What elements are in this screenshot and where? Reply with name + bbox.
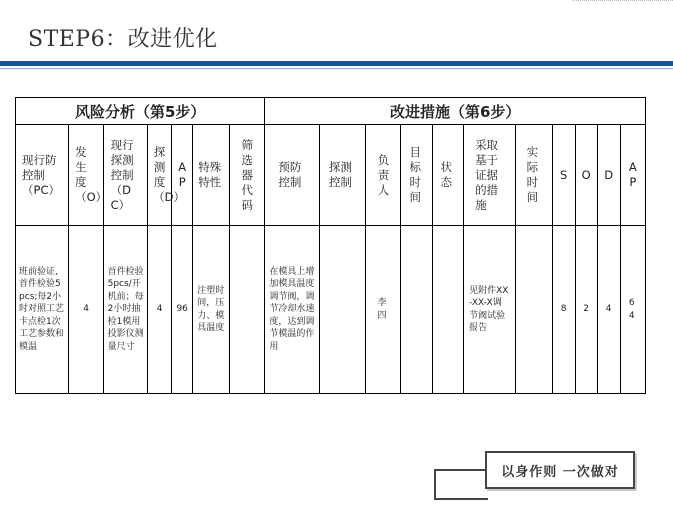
cell-prevention-control: 在模具上增加模具温度调节阀，调节冷却水速度，达到调节模温的作用 — [265, 226, 320, 394]
cell-target-date — [401, 226, 432, 394]
header-current-detection: 现行探测控制（DC） — [104, 125, 148, 226]
cell-detection: 4 — [148, 226, 172, 394]
cell-current-prevention: 班前验证，首件检验5pcs;每2小时对照工艺卡点检1次工艺参数和模温 — [16, 226, 69, 394]
header-actual-date: 实际时间 — [515, 125, 552, 226]
header-owner: 负责人 — [366, 125, 401, 226]
cell-actual-date — [515, 226, 552, 394]
section-improvement: 改进措施（第6步） — [265, 98, 646, 125]
cell-s: 8 — [552, 226, 575, 394]
cell-d: 4 — [597, 226, 620, 394]
title-underline-thin — [0, 68, 673, 69]
slide-title: STEP6：改进优化 — [28, 27, 218, 52]
header-o: O — [575, 125, 597, 226]
header-current-prevention: 现行防控制（PC） — [16, 125, 69, 226]
header-detection: 探测度（D） — [148, 125, 172, 226]
header-status: 状态 — [432, 125, 463, 226]
footer-bracket — [434, 469, 488, 500]
fmea-table — [15, 97, 646, 394]
cell-status — [432, 226, 463, 394]
cell-filter-code — [230, 226, 265, 394]
header-filter-code: 筛选器代码 — [230, 125, 265, 226]
cell-special-characteristic: 注塑时间，压力、模具温度 — [193, 226, 230, 394]
cell-evidence-action: 见附件XX-XX-X调节阀试验报告 — [463, 226, 515, 394]
header-prevention-control: 预防控制 — [265, 125, 320, 226]
cell-occurrence: 4 — [69, 226, 104, 394]
header-d: D — [597, 125, 620, 226]
cell-o: 2 — [575, 226, 597, 394]
section-risk-analysis: 风险分析（第5步） — [16, 98, 265, 125]
cell-current-detection: 首件检验5pcs/开机前；每2小时抽检1模用投影仪测量尺寸 — [104, 226, 148, 394]
header-detection-control: 探测控制 — [320, 125, 366, 226]
header-evidence-action: 采取基于证据的措施 — [463, 125, 515, 226]
cell-owner: 李四 — [366, 226, 401, 394]
cell-detection-control — [320, 226, 366, 394]
header-special-characteristic: 特殊特性 — [193, 125, 230, 226]
title-underline — [0, 61, 673, 66]
header-s: S — [552, 125, 575, 226]
header-occurrence: 发生度（O） — [69, 125, 104, 226]
footer-slogan: 以身作则 一次做对 — [485, 451, 635, 489]
cell-ap2: 64 — [620, 226, 645, 394]
cell-ap: 96 — [172, 226, 193, 394]
header-ap: AP — [172, 125, 193, 226]
corner-decoration — [572, 0, 673, 5]
header-ap2: AP — [620, 125, 645, 226]
header-target-date: 目标时间 — [401, 125, 432, 226]
